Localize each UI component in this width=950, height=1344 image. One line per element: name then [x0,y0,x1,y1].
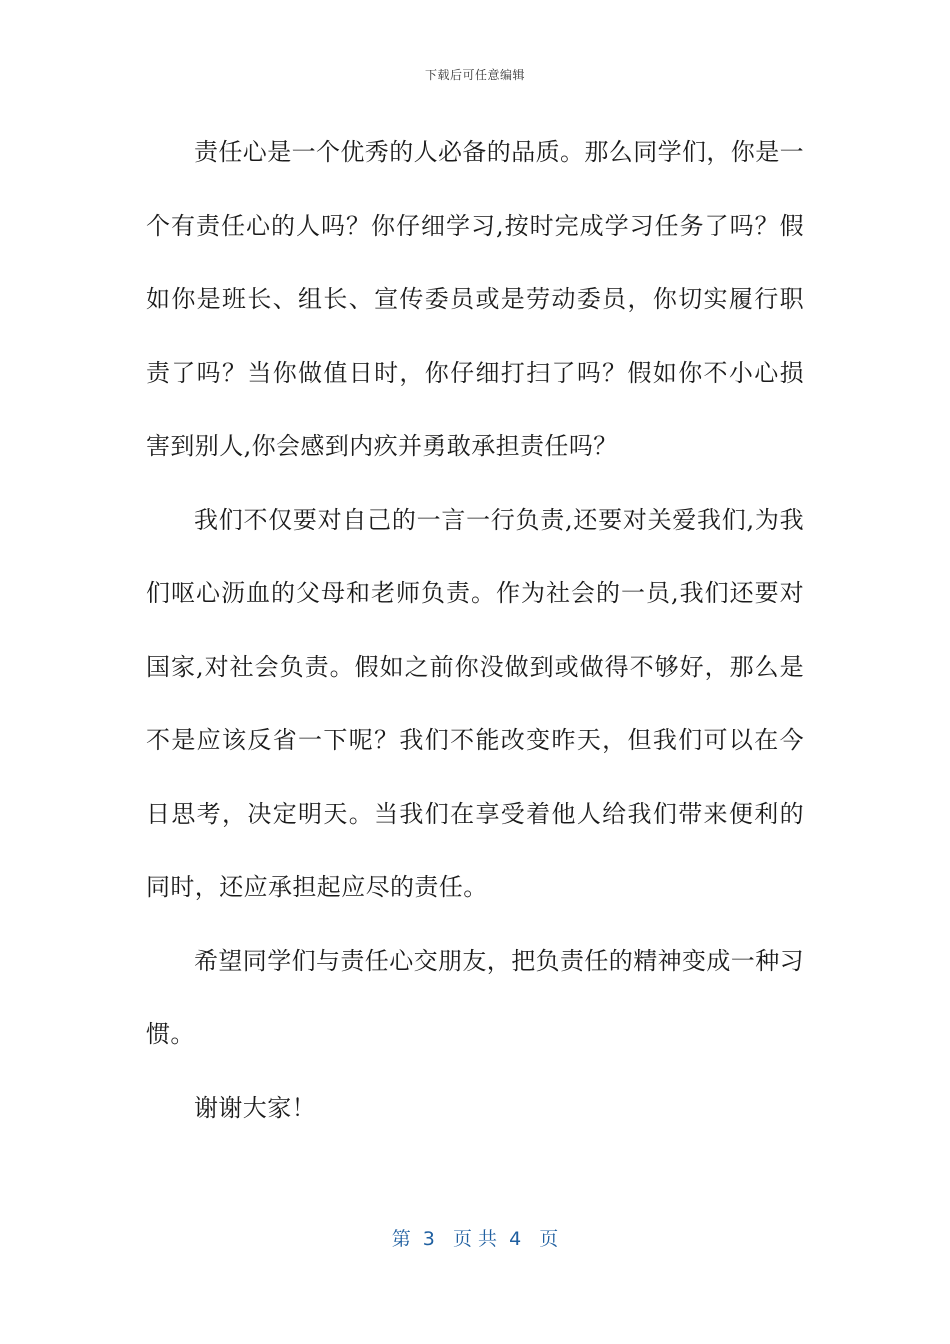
paragraph-4: 谢谢大家！ [194,1093,316,1122]
document-body [146,116,804,1145]
page-footer: 第 3 页 共 4 页 [391,1228,559,1250]
paragraph-3: 希望同学们与责任心交朋友，把负责任的精神变成一种习惯。 [146,946,804,1048]
paragraph-2: 我们不仅要对自己的一言一行负责,还要对关爱我们,为我们呕心沥血的父母和老师负责。作为社会的一员,我们还要对国家,对社会负责。假如之前你没做到或做得不够好，那么是不是应该反省一下呢？我们不能改变昨天，但我们可以在今日思考，决定明天。当我们在享受着他人给我们带来便利的同时，还应承担起应尽的责任。 [146,505,804,901]
page-header: 下载后可任意编辑 [424,68,525,82]
paragraph-1: 责任心是一个优秀的人必备的品质。那么同学们，你是一个有责任心的人吗？你仔细学习,按时完成学习任务了吗？假如你是班长、组长、宣传委员或是劳动委员，你切实履行职责了吗？当你做值日时，你仔细打扫了吗？假如你不小心损害到别人,你会感到内疚并勇敢承担责任吗？ [146,138,804,460]
